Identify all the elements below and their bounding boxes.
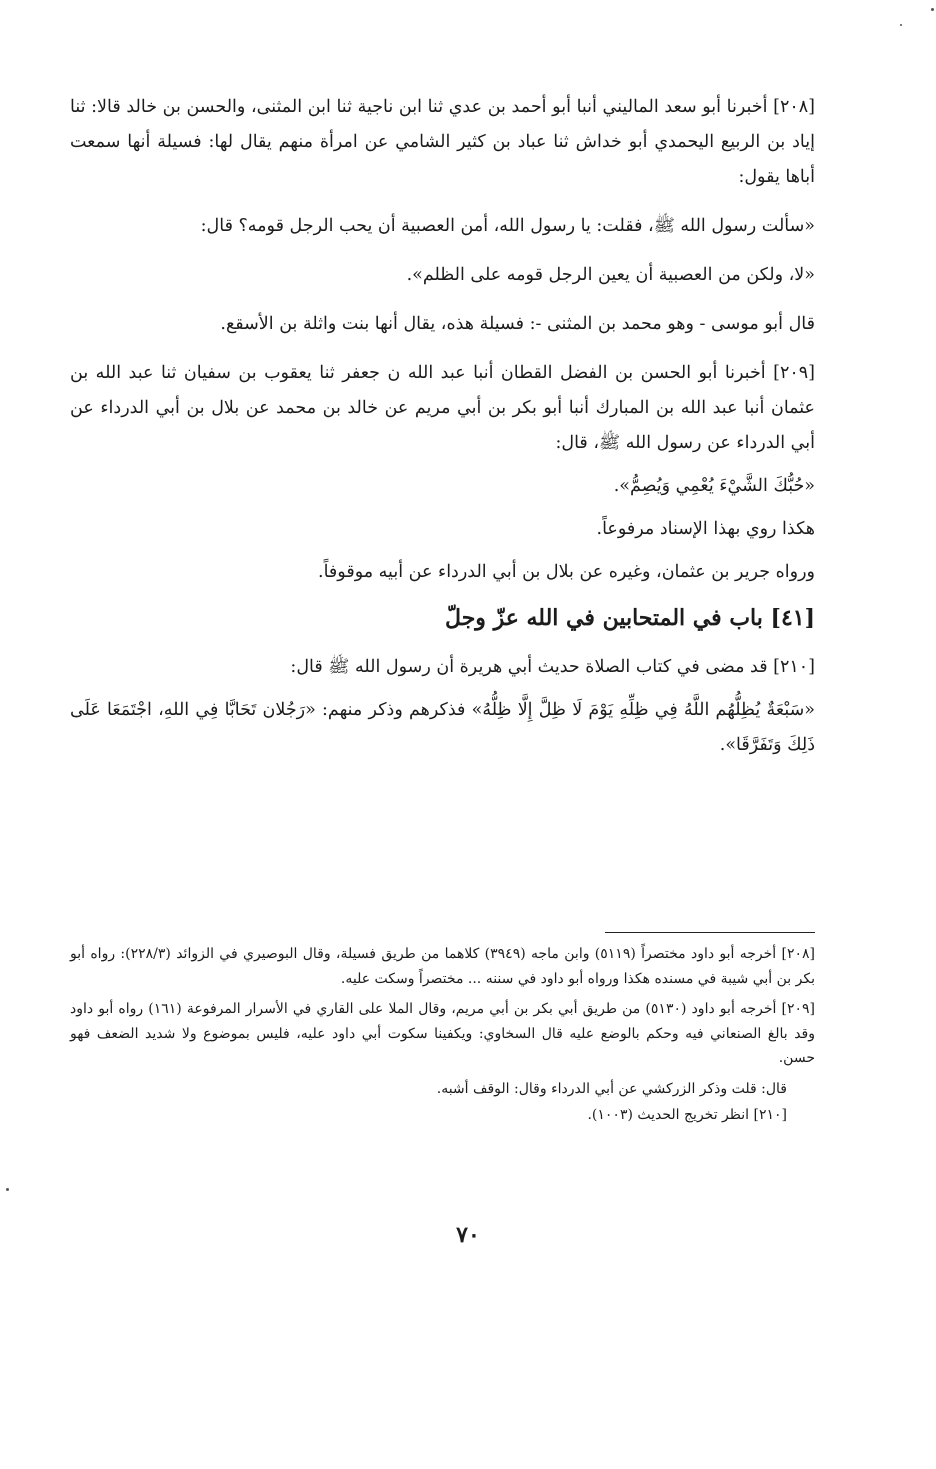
scan-speck [931,8,934,11]
chapter-heading: [٤١] باب في المتحابين في الله عزّ وجلّ [445,605,815,631]
hadith-text-210: «سَبْعَةٌ يُظِلُّهُم اللَّهُ فِي ظِلِّهِ يَوْمَ لَا ظِلَّ إِلَّا ظِلُّهُ» فذكرهم وذكر منهم: «رَجُلان تَحَابَّا فِي اللهِ، اجْتَمَعَا عَلَى ذَلِكَ وَتَفَرَّقَا». [70,700,815,755]
hadith-text-209: «حُبُّكَ الشَّيْءَ يُعْمِي وَيُصِمُّ». [613,476,815,496]
scan-speck [900,24,902,26]
hadith-question: «سألت رسول الله ﷺ، فقلت: يا رسول الله، أمن العصبية أن يحب الرجل قومه؟ قال: [200,216,815,236]
page-number: ٧٠ [456,1222,480,1248]
scan-speck [6,1188,9,1191]
hadith-answer: «لا، ولكن من العصبية أن يعين الرجل قومه على الظلم». [406,265,815,285]
footnote-209-addendum: قال: قلت وذكر الزركشي عن أبي الدرداء وقال: الوقف أشبه. [436,1080,787,1097]
narration-note: هكذا روي بهذا الإسناد مرفوعاً. [596,519,815,539]
footnote-208: [٢٠٨] أخرجه أبو داود مختصراً (٥١١٩) وابن ماجه (٣٩٤٩) كلاهما من طريق فسيلة، وقال البوصيري في الزوائد (٢٢٨/٣): رواه أبو بكر بن أبي شيبة في مسنده هكذا ورواه أبو داود في سننه ... مختصراً وسكت عليه. [70,946,816,987]
main-text [70,90,815,777]
footnote-210: [٢١٠] انظر تخريج الحديث (١٠٠٣). [587,1107,787,1123]
narrator-comment: قال أبو موسى - وهو محمد بن المثنى -: فسيلة هذه، يقال أنها بنت واثلة بن الأسقع. [220,314,815,334]
footnote-209: [٢٠٩] أخرجه أبو داود (٥١٣٠) من طريق أبي بكر بن أبي مريم، وقال الملا على القاري في الأسرار المرفوعة (١٦١) رواه أبو داود وقد بالغ الصنعاني فيه وحكم بالوضع عليه قال السخاوي: ويكفينا سكوت أبي داود عليه، فليس بموضوع ولا شديد الضعف فهو حسن. [70,1001,815,1066]
footnotes [70,942,815,1130]
narration-note-2: ورواه جرير بن عثمان، وغيره عن بلال بن أبي الدرداء عن أبيه موقوفاً. [318,562,815,582]
footnote-divider [605,932,815,933]
paragraph-208-isnad: [٢٠٨] أخبرنا أبو سعد الماليني أنبا أبو أحمد بن عدي ثنا ابن ناجية ثنا ابن المثنى، والحسن بن خالد قالا: ثنا إياد بن الربيع اليحمدي أبو خداش ثنا عباد بن كثير الشامي عن امرأة منهم يقال لها: فسيلة أنها سمعت أباها يقول: [70,97,815,187]
paragraph-209-isnad: [٢٠٩] أخبرنا أبو الحسن بن الفضل القطان أنبا عبد الله ن جعفر ثنا يعقوب بن سفيان ثنا عبد الله بن عثمان أنبا عبد الله بن المبارك أنبا أبو بكر بن أبي مريم عن خالد بن محمد عن بلال بن أبي الدرداء عن أبي الدرداء عن رسول الله ﷺ، قال: [70,363,815,453]
paragraph-210: [٢١٠] قد مضى في كتاب الصلاة حديث أبي هريرة أن رسول الله ﷺ قال: [290,657,815,677]
